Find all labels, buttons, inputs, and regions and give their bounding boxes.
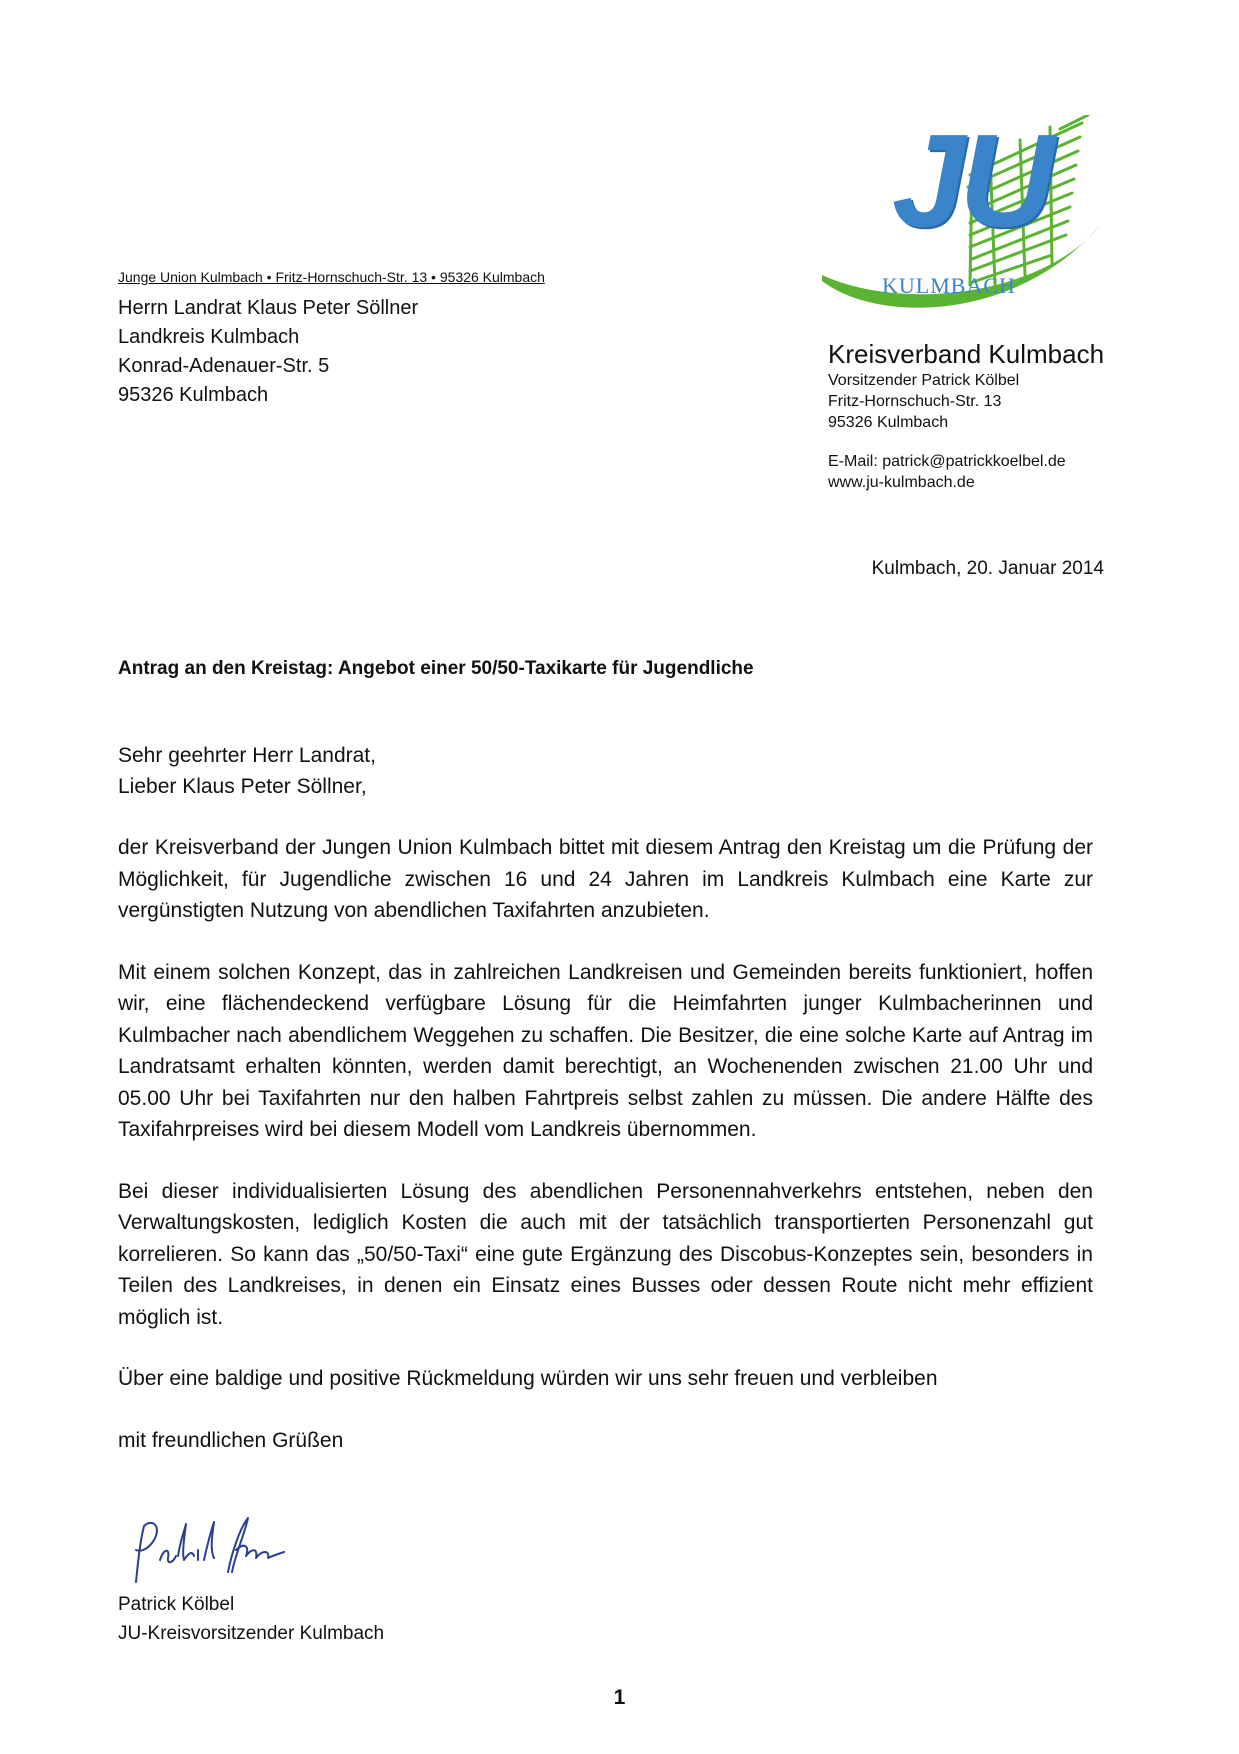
letter-body xyxy=(118,740,1093,1486)
handwritten-signature xyxy=(118,1512,298,1587)
page-number: 1 xyxy=(613,1686,626,1709)
letter-subject: Antrag an den Kreistag: Angebot einer 50/50-Taxikarte für Jugendliche xyxy=(118,658,754,679)
letter-date: Kulmbach, 20. Januar 2014 xyxy=(871,558,1104,579)
salutation xyxy=(118,740,1093,802)
paragraph-1: der Kreisverband der Jungen Union Kulmbach bittet mit diesem Antrag den Kreistag um die Prüfung der Möglichkeit, für Jugendliche zwischen 16 und 24 Jahren im Landkreis Kulmbach eine Karte zur vergünstigten Nutzung von abendlichen Taxifahrten anzubieten. xyxy=(118,836,1093,922)
recipient-city: 95326 Kulmbach xyxy=(118,384,269,406)
paragraph-3: Bei dieser individualisierten Lösung des abendlichen Personennahverkehrs entstehen, neben den Verwaltungskosten, lediglich Kosten die auch mit der tatsächlich transportierten Personenzahl gut korrelieren. So kann das „50/50-Taxi“ eine gute Ergänzung des Discobus-Konzeptes sein, besonders in Teilen des Landkreises, in denen ein Einsatz eines Busses oder dessen Route nicht mehr effizient möglich ist. xyxy=(118,1179,1093,1329)
sender-web: www.ju-kulmbach.de xyxy=(828,474,975,491)
sender-chair: Vorsitzender Patrick Kölbel xyxy=(828,372,1020,389)
sender-block xyxy=(828,338,1208,493)
salutation-line-1: Sehr geehrter Herr Landrat, xyxy=(118,744,376,767)
ju-logo xyxy=(820,107,1120,335)
signer-block xyxy=(118,1590,384,1648)
sender-city: 95326 Kulmbach xyxy=(828,414,949,431)
recipient-name: Herrn Landrat Klaus Peter Söllner xyxy=(118,297,419,319)
paragraph-4: Über eine baldige und positive Rückmeldung würden wir uns sehr freuen und verbleiben xyxy=(118,1367,938,1390)
logo-place: KULMBACH xyxy=(882,273,1016,298)
recipient-block xyxy=(118,294,418,410)
salutation-line-2: Lieber Klaus Peter Söllner, xyxy=(118,775,367,798)
return-address: Junge Union Kulmbach • Fritz-Hornschuch-Str. 13 • 95326 Kulmbach xyxy=(118,269,545,285)
sender-street: Fritz-Hornschuch-Str. 13 xyxy=(828,393,1002,410)
recipient-street: Konrad-Adenauer-Str. 5 xyxy=(118,355,330,377)
paragraph-2: Mit einem solchen Konzept, das in zahlreichen Landkreisen und Gemeinden bereits funktioniert, hoffen wir, eine flächendeckend verfügbare Lösung für die Heimfahrten junger Kulmbacherinnen und Kulmbacher nach abendlichem Weggehen zu schaffen. Die Besitzer, die eine solche Karte auf Antrag im Landratsamt erhalten könnten, werden damit berechtigt, an Wochenenden zwischen 21.00 Uhr und 05.00 Uhr bei Taxifahrten nur den halben Fahrtpreis selbst zahlen zu müssen. Die andere Hälfte des Taxifahrpreises wird bei diesem Modell vom Landkreis übernommen. xyxy=(118,960,1093,1141)
sender-organization: Kreisverband Kulmbach xyxy=(828,339,1105,369)
logo-letters: JU xyxy=(892,107,1049,254)
recipient-institution: Landkreis Kulmbach xyxy=(118,326,300,348)
closing: mit freundlichen Grüßen xyxy=(118,1428,344,1452)
signer-title: JU-Kreisvorsitzender Kulmbach xyxy=(118,1623,385,1644)
sender-email: E-Mail: patrick@patrickkoelbel.de xyxy=(828,453,1066,470)
signer-name: Patrick Kölbel xyxy=(118,1594,235,1615)
